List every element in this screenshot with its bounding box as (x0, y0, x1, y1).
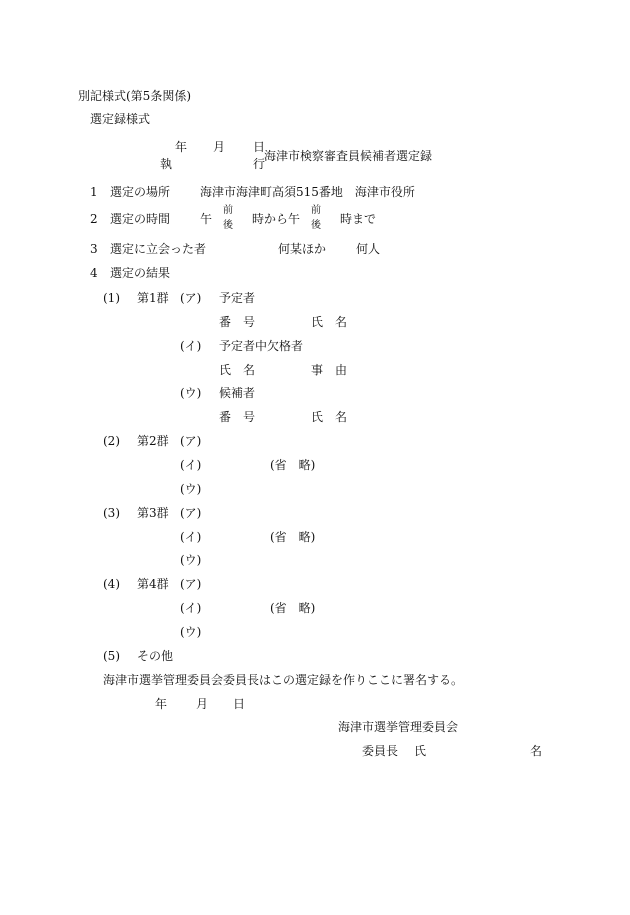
group-3-name: 第3群 (137, 506, 169, 520)
closing-statement: 海津市選挙管理委員会委員長はこの選定録を作りここに署名する。 (103, 673, 464, 687)
signer-position: 委員長 (362, 744, 399, 758)
group-4-u-mark: (ウ) (180, 625, 202, 639)
title-year-label: 年 (175, 140, 188, 154)
group-3-u-mark: (ウ) (180, 553, 202, 567)
group-2-omitted: (省 略) (270, 458, 316, 472)
title-gyo-char: 行 (253, 157, 266, 171)
group-2-name: 第2群 (137, 434, 169, 448)
time-zen2-char: 前 (311, 205, 321, 216)
title-shikko-char: 執 (160, 157, 173, 171)
group-1-a-mark: (ア) (180, 291, 202, 305)
group-3-number: (3) (103, 506, 120, 520)
committee-name: 海津市選挙管理委員会 (338, 720, 459, 734)
group-3-a-mark: (ア) (180, 506, 202, 520)
group-1-u-mark: (ウ) (180, 386, 202, 400)
group-2-i-mark: (イ) (180, 458, 202, 472)
group-3-omitted: (省 略) (270, 530, 316, 544)
place-label: 選定の場所 (110, 185, 171, 199)
group-1-a-col-name: 氏 名 (311, 315, 348, 329)
group-1-a-col-number: 番 号 (219, 315, 256, 329)
signer-mei-char: 名 (530, 744, 543, 758)
witness-count: 何人 (356, 242, 381, 256)
document-title: 海津市検察審査員候補者選定録 (264, 149, 433, 163)
group-1-i-col-reason: 事 由 (311, 363, 348, 377)
title-day-label: 日 (253, 140, 266, 154)
group-4-i-mark: (イ) (180, 601, 202, 615)
witness-name: 何某ほか (278, 242, 327, 256)
time-go-char: 午 (200, 212, 213, 226)
closing-year-label: 年 (155, 697, 168, 711)
group-5-name: その他 (137, 649, 174, 663)
title-month-label: 月 (213, 140, 226, 154)
group-1-i-label: 予定者中欠格者 (219, 339, 304, 353)
group-1-u-col-number: 番 号 (219, 410, 256, 424)
group-1-u-col-name: 氏 名 (311, 410, 348, 424)
item-number-2: 2 (90, 212, 98, 226)
item-number-1: 1 (90, 185, 98, 199)
time-from-text: 時から午 (252, 212, 301, 226)
signer-shi-char: 氏 (414, 744, 427, 758)
time-kou2-char: 後 (311, 220, 321, 231)
place-value: 海津市海津町高須515番地 海津市役所 (200, 185, 415, 199)
group-1-i-col-name: 氏 名 (219, 363, 256, 377)
result-label: 選定の結果 (110, 266, 171, 280)
group-4-name: 第4群 (137, 577, 169, 591)
group-1-a-label: 予定者 (219, 291, 256, 305)
item-number-3: 3 (90, 242, 98, 256)
group-1-i-mark: (イ) (180, 339, 202, 353)
time-zen-char: 前 (223, 205, 233, 216)
group-3-i-mark: (イ) (180, 530, 202, 544)
time-kou-char: 後 (223, 220, 233, 231)
group-2-a-mark: (ア) (180, 434, 202, 448)
group-4-a-mark: (ア) (180, 577, 202, 591)
item-number-4: 4 (90, 266, 98, 280)
closing-month-label: 月 (196, 697, 209, 711)
form-name: 選定録様式 (90, 112, 151, 126)
group-4-number: (4) (103, 577, 120, 591)
group-4-omitted: (省 略) (270, 601, 316, 615)
closing-day-label: 日 (233, 697, 246, 711)
group-1-u-label: 候補者 (219, 386, 256, 400)
witness-label: 選定に立会った者 (110, 242, 207, 256)
form-reference: 別記様式(第5条関係) (78, 89, 191, 103)
time-label: 選定の時間 (110, 212, 171, 226)
group-5-number: (5) (103, 649, 120, 663)
group-2-number: (2) (103, 434, 120, 448)
group-1-number: (1) (103, 291, 120, 305)
group-2-u-mark: (ウ) (180, 482, 202, 496)
group-1-name: 第1群 (137, 291, 169, 305)
time-until-text: 時まで (340, 212, 377, 226)
